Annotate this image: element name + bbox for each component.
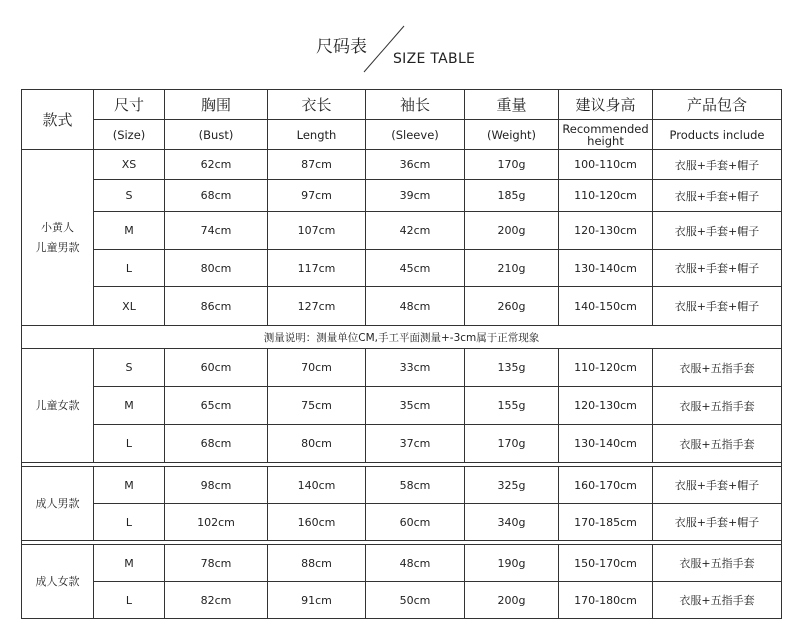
cell-bust: 82cm	[165, 582, 268, 619]
cell-includes: 衣服+手套+帽子	[653, 250, 782, 287]
cell-sleeve: 50cm	[366, 582, 465, 619]
group-label: 儿童女款	[22, 349, 94, 463]
cell-sleeve: 35cm	[366, 387, 465, 425]
cell-sleeve: 42cm	[366, 212, 465, 250]
cell-weight: 325g	[465, 467, 559, 504]
cell-length: 70cm	[268, 349, 366, 387]
header-sleeve-cn: 袖长	[366, 90, 465, 120]
table-row	[22, 349, 782, 387]
header-includes-en: Products include	[653, 120, 782, 150]
cell-height: 120-130cm	[559, 212, 653, 250]
table-row	[22, 425, 782, 463]
header-weight-en: (Weight)	[465, 120, 559, 150]
cell-weight: 200g	[465, 582, 559, 619]
cell-size: M	[94, 545, 165, 582]
cell-bust: 102cm	[165, 504, 268, 541]
cell-includes: 衣服+手套+帽子	[653, 212, 782, 250]
cell-size: L	[94, 582, 165, 619]
table-row	[22, 180, 782, 212]
header-bust-en: (Bust)	[165, 120, 268, 150]
cell-size: L	[94, 250, 165, 287]
header-height-cn: 建议身高	[559, 90, 653, 120]
cell-length: 75cm	[268, 387, 366, 425]
cell-includes: 衣服+五指手套	[653, 349, 782, 387]
cell-height: 130-140cm	[559, 425, 653, 463]
group-label: 成人女款	[22, 545, 94, 619]
header-length-en: Length	[268, 120, 366, 150]
cell-length: 80cm	[268, 425, 366, 463]
header-size-cn: 尺寸	[94, 90, 165, 120]
cell-includes: 衣服+手套+帽子	[653, 504, 782, 541]
cell-size: S	[94, 180, 165, 212]
cell-height: 100-110cm	[559, 150, 653, 180]
table-row	[22, 287, 782, 326]
cell-height: 150-170cm	[559, 545, 653, 582]
cell-bust: 65cm	[165, 387, 268, 425]
cell-size: M	[94, 467, 165, 504]
cell-size: XS	[94, 150, 165, 180]
group-label-line1: 小黄人	[41, 220, 74, 234]
header-bust-cn: 胸围	[165, 90, 268, 120]
table-row	[22, 250, 782, 287]
cell-bust: 60cm	[165, 349, 268, 387]
table-row	[22, 504, 782, 541]
title-divider-slash	[360, 24, 410, 76]
group-label: 成人男款	[22, 467, 94, 541]
header-weight-cn: 重量	[465, 90, 559, 120]
table-row	[22, 545, 782, 582]
cell-includes: 衣服+五指手套	[653, 582, 782, 619]
header-sleeve-en: (Sleeve)	[366, 120, 465, 150]
cell-sleeve: 33cm	[366, 349, 465, 387]
cell-bust: 80cm	[165, 250, 268, 287]
cell-bust: 68cm	[165, 425, 268, 463]
header-includes-cn: 产品包含	[653, 90, 782, 120]
group-label-line2: 儿童男款	[35, 240, 80, 254]
cell-weight: 190g	[465, 545, 559, 582]
cell-length: 107cm	[268, 212, 366, 250]
cell-includes: 衣服+五指手套	[653, 387, 782, 425]
cell-size: XL	[94, 287, 165, 326]
cell-length: 160cm	[268, 504, 366, 541]
cell-sleeve: 37cm	[366, 425, 465, 463]
cell-length: 87cm	[268, 150, 366, 180]
cell-size: M	[94, 387, 165, 425]
cell-sleeve: 60cm	[366, 504, 465, 541]
cell-sleeve: 48cm	[366, 545, 465, 582]
table-row	[22, 582, 782, 619]
cell-includes: 衣服+五指手套	[653, 545, 782, 582]
size-table	[21, 89, 782, 619]
cell-height: 170-180cm	[559, 582, 653, 619]
cell-sleeve: 39cm	[366, 180, 465, 212]
cell-includes: 衣服+手套+帽子	[653, 467, 782, 504]
cell-includes: 衣服+手套+帽子	[653, 287, 782, 326]
cell-length: 88cm	[268, 545, 366, 582]
cell-length: 140cm	[268, 467, 366, 504]
cell-sleeve: 45cm	[366, 250, 465, 287]
table-row	[22, 467, 782, 504]
cell-length: 127cm	[268, 287, 366, 326]
cell-weight: 170g	[465, 150, 559, 180]
cell-bust: 78cm	[165, 545, 268, 582]
cell-weight: 200g	[465, 212, 559, 250]
header-length-cn: 衣长	[268, 90, 366, 120]
cell-length: 117cm	[268, 250, 366, 287]
cell-height: 130-140cm	[559, 250, 653, 287]
cell-weight: 185g	[465, 180, 559, 212]
group-label	[22, 150, 94, 326]
cell-weight: 210g	[465, 250, 559, 287]
cell-includes: 衣服+五指手套	[653, 425, 782, 463]
cell-includes: 衣服+手套+帽子	[653, 150, 782, 180]
cell-weight: 135g	[465, 349, 559, 387]
cell-height: 160-170cm	[559, 467, 653, 504]
cell-sleeve: 36cm	[366, 150, 465, 180]
cell-bust: 98cm	[165, 467, 268, 504]
cell-height: 110-120cm	[559, 180, 653, 212]
cell-length: 97cm	[268, 180, 366, 212]
cell-size: M	[94, 212, 165, 250]
cell-sleeve: 48cm	[366, 287, 465, 326]
cell-size: S	[94, 349, 165, 387]
title-cn: 尺码表	[316, 37, 367, 57]
header-row-en	[22, 120, 782, 150]
cell-bust: 74cm	[165, 212, 268, 250]
cell-bust: 62cm	[165, 150, 268, 180]
table-row	[22, 387, 782, 425]
cell-weight: 170g	[465, 425, 559, 463]
cell-length: 91cm	[268, 582, 366, 619]
cell-weight: 340g	[465, 504, 559, 541]
cell-height: 120-130cm	[559, 387, 653, 425]
header-size-en: (Size)	[94, 120, 165, 150]
table-row	[22, 212, 782, 250]
cell-bust: 68cm	[165, 180, 268, 212]
header-height-en: Recommended height	[559, 120, 653, 150]
cell-includes: 衣服+手套+帽子	[653, 180, 782, 212]
title-en: SIZE TABLE	[393, 51, 476, 67]
cell-weight: 260g	[465, 287, 559, 326]
measurement-note: 测量说明：测量单位CM,手工平面测量+-3cm属于正常现象	[22, 326, 782, 349]
note-row	[22, 326, 782, 349]
cell-height: 170-185cm	[559, 504, 653, 541]
header-style: 款式	[22, 90, 94, 150]
cell-size: L	[94, 425, 165, 463]
header-row-cn	[22, 90, 782, 120]
table-row	[22, 150, 782, 180]
cell-sleeve: 58cm	[366, 467, 465, 504]
cell-weight: 155g	[465, 387, 559, 425]
cell-height: 110-120cm	[559, 349, 653, 387]
cell-height: 140-150cm	[559, 287, 653, 326]
cell-bust: 86cm	[165, 287, 268, 326]
cell-size: L	[94, 504, 165, 541]
